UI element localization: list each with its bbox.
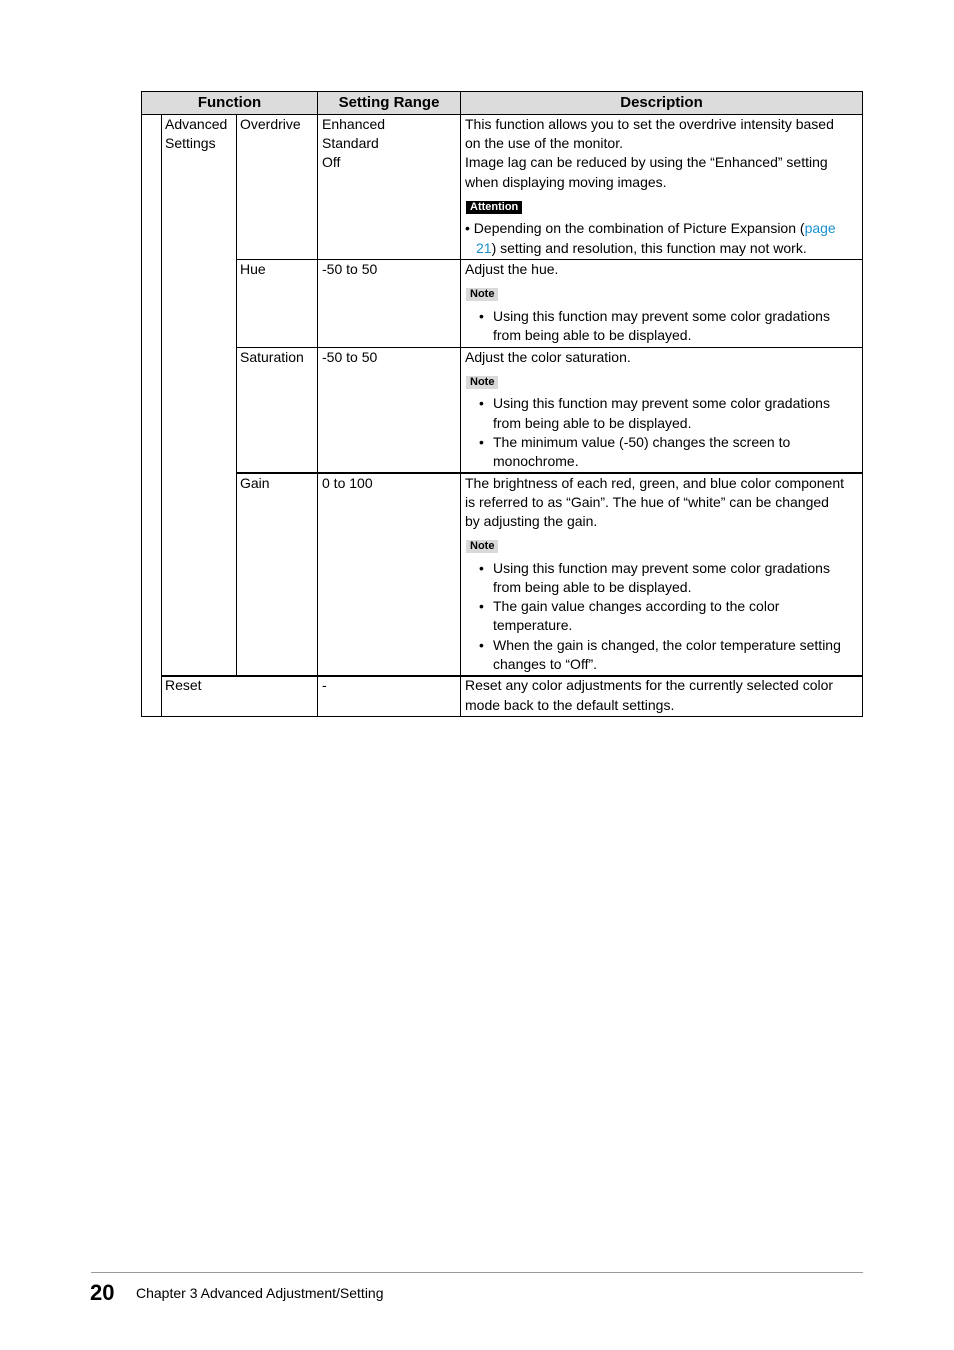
footer-divider: [91, 1272, 863, 1273]
attention-line-1: [465, 219, 836, 238]
header-function: [142, 92, 317, 114]
saturation-label: Saturation: [240, 349, 304, 365]
attention-line-2: [476, 239, 807, 258]
hue-label: Hue: [240, 261, 266, 277]
col-line-sub: [236, 114, 237, 676]
gain-note-4: temperature.: [493, 617, 573, 633]
col-line-function: [317, 91, 318, 717]
reset-desc-2: mode back to the default settings.: [465, 697, 675, 713]
saturation-desc: Adjust the color saturation.: [465, 349, 631, 365]
reset-desc-1: Reset any color adjustments for the currently selected color: [465, 677, 834, 693]
hue-note-badge: Note: [466, 288, 498, 301]
gain-label: Gain: [240, 475, 270, 491]
saturation-range: -50 to 50: [322, 349, 378, 365]
gain-note-bullet-1: •: [479, 560, 484, 576]
hue-note-bullet: •: [479, 308, 484, 324]
reset-label: Reset: [165, 677, 202, 693]
attention-text-2: ) setting and resolution, this function may not work.: [491, 240, 807, 256]
gain-desc-3: by adjusting the gain.: [465, 513, 598, 529]
saturation-note-4: monochrome.: [493, 453, 579, 469]
header-function-label: Function: [197, 94, 262, 111]
saturation-note-bullet-1: •: [479, 395, 484, 411]
border-bottom: [141, 716, 863, 717]
border-right: [862, 91, 863, 717]
overdrive-desc-4: when displaying moving images.: [465, 174, 667, 190]
overdrive-range-off: Off: [322, 154, 341, 170]
header-description: [461, 92, 862, 114]
gain-note-3: The gain value changes according to the color: [493, 598, 780, 614]
border-left: [141, 91, 142, 717]
page-number: 20: [90, 1280, 115, 1305]
overdrive-desc-2: on the use of the monitor.: [465, 135, 623, 151]
hue-note-1: Using this function may prevent some color gradations: [493, 308, 830, 324]
saturation-note-3: The minimum value (-50) changes the screen to: [493, 434, 791, 450]
border-top: [141, 91, 863, 92]
attention-bullet: •: [465, 220, 470, 236]
hue-note-2: from being able to be displayed.: [493, 327, 692, 343]
settings-table: [141, 91, 863, 717]
overdrive-desc-1: This function allows you to set the overdrive intensity based: [465, 116, 834, 132]
overdrive-label: Overdrive: [240, 116, 301, 132]
chapter-title: Chapter 3 Advanced Adjustment/Setting: [136, 1285, 384, 1301]
saturation-note-2: from being able to be displayed.: [493, 415, 692, 431]
gain-desc-1: The brightness of each red, green, and blue color component: [465, 475, 845, 491]
gain-desc-2: is referred to as “Gain”. The hue of “white” can be changed: [465, 494, 829, 510]
header-description-label: Description: [620, 94, 703, 111]
reset-range: -: [322, 677, 327, 693]
gain-note-2: from being able to be displayed.: [493, 579, 692, 595]
col-line-indent: [161, 114, 162, 717]
gain-note-1: Using this function may prevent some color gradations: [493, 560, 830, 576]
col-line-range: [460, 91, 461, 717]
overdrive-range-standard: Standard: [322, 135, 379, 151]
advanced-settings-label-1: Advanced: [165, 116, 228, 132]
gain-note-5: When the gain is changed, the color temperature setting: [493, 637, 841, 653]
gain-note-badge: Note: [466, 540, 498, 553]
saturation-note-1: Using this function may prevent some color gradations: [493, 395, 830, 411]
header-range-label: Setting Range: [338, 94, 440, 111]
overdrive-desc-3: Image lag can be reduced by using the “Enhanced” setting: [465, 154, 828, 170]
advanced-settings-label-2: Settings: [165, 135, 216, 151]
saturation-note-bullet-2: •: [479, 434, 484, 450]
attention-text-1: Depending on the combination of Picture Expansion (: [473, 220, 805, 236]
header-setting-range: [318, 92, 460, 114]
gain-note-bullet-2: •: [479, 598, 484, 614]
attention-badge: Attention: [466, 201, 522, 214]
page-link-part-2[interactable]: 21: [476, 240, 492, 256]
overdrive-range-enhanced: Enhanced: [322, 116, 386, 132]
gain-range: 0 to 100: [322, 475, 373, 491]
gain-note-6: changes to “Off”.: [493, 656, 598, 672]
gain-note-bullet-3: •: [479, 637, 484, 653]
saturation-note-badge: Note: [466, 376, 498, 389]
page-link-part-1[interactable]: page: [804, 220, 836, 236]
hue-desc: Adjust the hue.: [465, 261, 559, 277]
hue-range: -50 to 50: [322, 261, 378, 277]
